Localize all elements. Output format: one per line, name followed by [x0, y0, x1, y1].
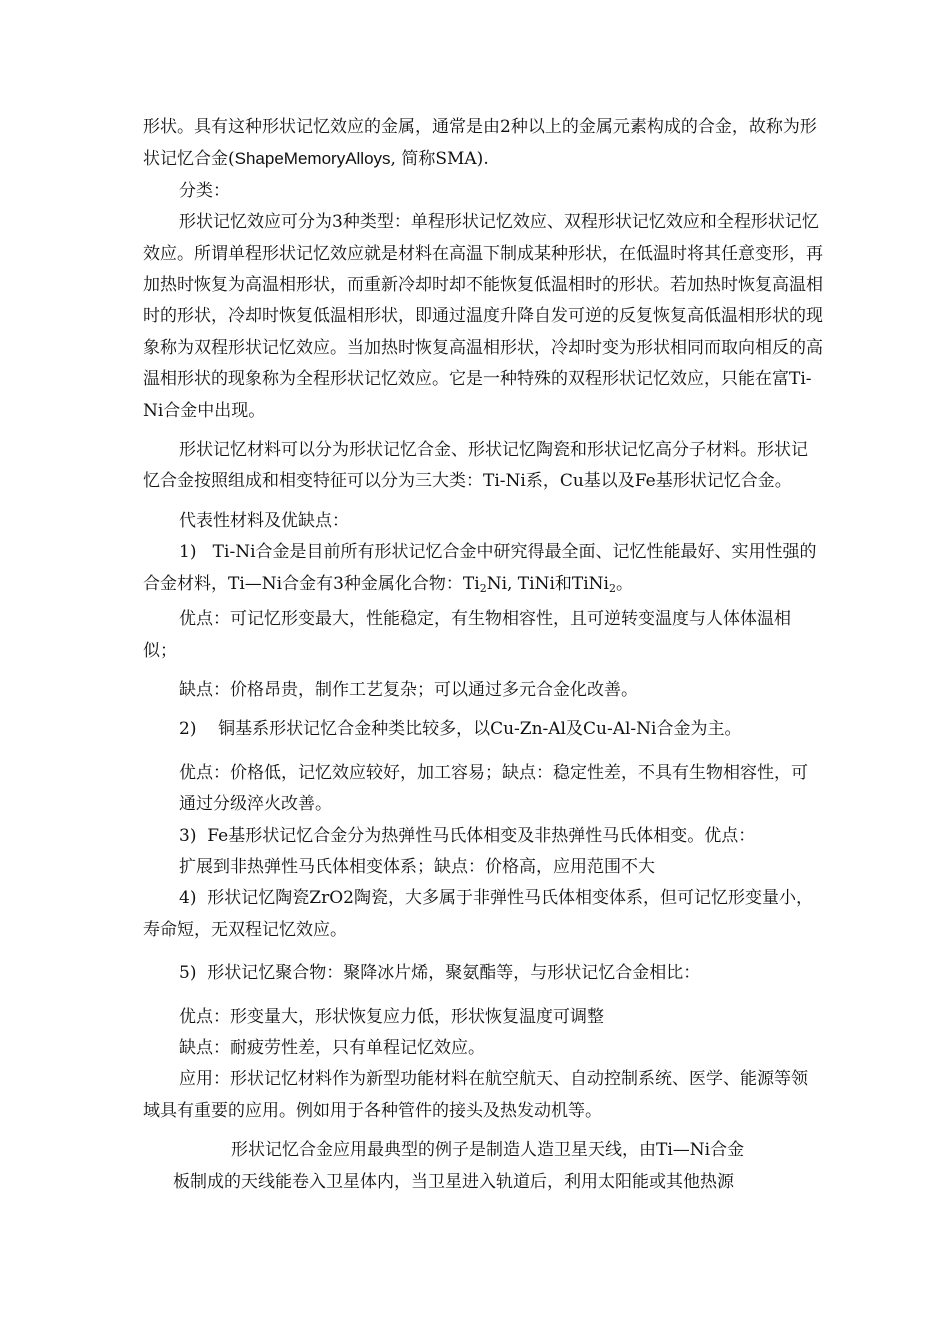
material-item-1: 1) Ti-Ni合金是目前所有形状记忆合金中研究得最全面、记忆性能最好、实用性强的合金材料，Ti—Ni合金有3种金属化合物：$Ti_2Ni$, TiNi和TiNi$_2$。: [143, 542, 817, 595]
intro-text-end: , 简称SMA).: [390, 149, 489, 170]
material-5-cons: 缺点：耐疲劳性差，只有单程记忆效应。: [179, 1037, 485, 1058]
material-item-3: 3) Fe基形状记忆合金分为热弹性马氏体相变及非热弹性马氏体相变。优点：: [179, 825, 756, 846]
classification-paragraph-1: 形状记忆效应可分为3种类型：单程形状记忆效应、双程形状记忆效应和全程形状记忆效应。所谓单程形状记忆效应就是材料在高温下制成某种形状，在低温时将其任意变形，再加热时恢复为高温相形状，而重新冷却时却不能恢复低温相时的形状。若加热时恢复高温相时的形状，冷却时恢复低温相形状，即通过温度升降自发可逆的反复恢复高低温相形状的现象称为双程形状记忆效应。当加热时恢复高温相形状，冷却时变为形状相同而取向相反的高温相形状的现象称为全程形状记忆效应。它是一种特殊的双程形状记忆效应，只能在富Ti-Ni合金中出现。: [143, 212, 823, 421]
document-body: [143, 112, 823, 1198]
material-1-cons: 缺点：价格昂贵，制作工艺复杂；可以通过多元合金化改善。: [179, 679, 638, 700]
material-1-pros: 优点：可记忆形变最大，性能稳定，有生物相容性，且可逆转变温度与人体体温相似；: [143, 609, 791, 661]
item-number: 1): [179, 542, 197, 563]
item-number: 2): [179, 719, 197, 740]
intro-abbr: ShapeMemoryAlloys: [234, 149, 391, 169]
material-3-continuation: 扩展到非热弹性马氏体相变体系；缺点：价格高，应用范围不大: [179, 856, 655, 877]
intro-paragraph: [143, 112, 823, 176]
material-5-pros: 优点：形变量大，形状恢复应力低，形状恢复温度可调整: [179, 1006, 604, 1027]
classification-paragraph-2: 形状记忆材料可以分为形状记忆合金、形状记忆陶瓷和形状记忆高分子材料。形状记忆合金按照组成和相变特征可以分为三大类：Ti-Ni系，Cu基以及Fe基形状记忆合金。: [143, 440, 808, 492]
classification-heading: 分类：: [179, 180, 230, 201]
application-example-line-2: 板制成的天线能卷入卫星体内，当卫星进入轨道后，利用太阳能或其他热源: [173, 1171, 734, 1192]
materials-heading: 代表性材料及优缺点：: [179, 510, 349, 531]
item-number: 5): [179, 963, 197, 984]
application-example-line-1: 形状记忆合金应用最典型的例子是制造人造卫星天线，由Ti—Ni合金: [231, 1140, 745, 1161]
intro-text: 形状。具有这种形状记忆效应的金属，通常是由2种以上的金属元素构成的合金，故称为形状记忆合金(: [143, 117, 817, 170]
material-item-2: 2) 铜基系形状记忆合金种类比较多，以Cu-Zn-Al及Cu-Al-Ni合金为主。: [179, 719, 742, 740]
item-number: 3): [179, 825, 197, 846]
material-2-pros-cons: 优点：价格低，记忆效应较好，加工容易；缺点：稳定性差，不具有生物相容性，可通过分级淬火改善。: [179, 762, 808, 815]
material-item-4: 4) 形状记忆陶瓷ZrO2陶瓷，大多属于非弹性马氏体相变体系，但可记忆形变量小，寿命短，无双程记忆效应。: [143, 888, 813, 940]
item-number: 4): [179, 888, 197, 909]
application-paragraph: 应用：形状记忆材料作为新型功能材料在航空航天、自动控制系统、医学、能源等领域具有重要的应用。例如用于各种管件的接头及热发动机等。: [143, 1069, 808, 1121]
material-item-5: 5) 形状记忆聚合物：聚降冰片烯，聚氨酯等，与形状记忆合金相比：: [179, 963, 701, 984]
